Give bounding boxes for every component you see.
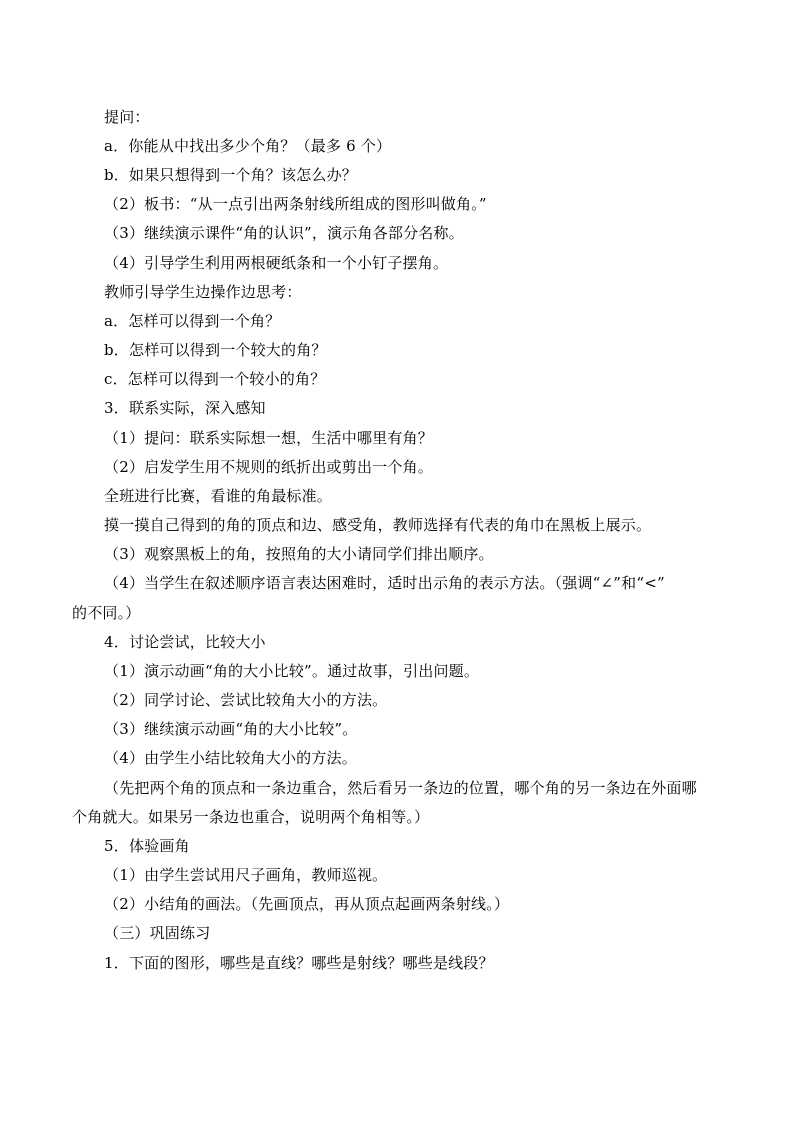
- text-line-6: （4）引导学生利用两根硬纸条和一个小钉子摆角。: [104, 254, 449, 272]
- text-line-29: （三）巩固练习: [104, 924, 211, 942]
- text-line-13: （2）启发学生用不规则的纸折出或剪出一个角。: [104, 458, 433, 476]
- text-line-9: b．怎样可以得到一个较大的角？: [104, 341, 327, 359]
- text-line-7: 教师引导学生边操作边思考：: [104, 283, 302, 301]
- text-line-24: （先把两个角的顶点和一条边重合，然后看另一条边的位置，哪个角的另一条边在外面哪: [104, 779, 697, 797]
- text-line-4: （2）板书：“从一点引出两条射线所组成的图形叫做角。”: [104, 195, 487, 213]
- text-line-26: 5．体验画角: [104, 837, 190, 855]
- text-line-2: a．你能从中找出多少个角？（最多 6 个）: [104, 137, 392, 155]
- text-line-5: （3）继续演示课件“角的认识”，演示角各部分名称。: [104, 224, 464, 242]
- text-line-20: （1）演示动画“角的大小比较”。通过故事，引出问题。: [104, 662, 480, 680]
- text-line-16: （3）观察黑板上的角，按照角的大小请同学们排出顺序。: [104, 545, 494, 563]
- text-line-8: a．怎样可以得到一个角？: [104, 312, 281, 330]
- text-line-30: 1．下面的图形，哪些是直线？哪些是射线？哪些是线段？: [104, 954, 494, 972]
- text-line-3: b．如果只想得到一个角？该怎么办？: [104, 166, 358, 184]
- text-line-21: （2）同学讨论、尝试比较角大小的方法。: [104, 691, 388, 709]
- text-line-10: c．怎样可以得到一个较小的角？: [104, 370, 326, 388]
- text-line-23: （4）由学生小结比较角大小的方法。: [104, 749, 357, 767]
- text-line-18: 的不同。）: [72, 604, 141, 622]
- text-line-28: （2）小结角的画法。（先画顶点，再从顶点起画两条射线。）: [104, 895, 510, 913]
- text-line-19: 4．讨论尝试，比较大小: [104, 633, 266, 651]
- text-line-14: 全班进行比赛，看谁的角最标准。: [104, 487, 333, 505]
- text-line-11: 3．联系实际，深入感知: [104, 399, 266, 417]
- text-line-12: （1）提问：联系实际想一想，生活中哪里有角？: [104, 429, 433, 447]
- text-line-27: （1）由学生尝试用尺子画角，教师巡视。: [104, 866, 388, 884]
- text-line-15: 摸一摸自己得到的角的顶点和边、感受角，教师选择有代表的角巾在黑板上展示。: [104, 516, 652, 534]
- text-line-25: 个角就大。如果另一条边也重合，说明两个角相等。）: [72, 808, 430, 826]
- text-line-17: （4）当学生在叙述顺序语言表达困难时，适时出示角的表示方法。（强调“∠”和“<”: [104, 574, 665, 592]
- text-line-22: （3）继续演示动画“角的大小比较”。: [104, 720, 358, 738]
- text-line-1: 提问：: [104, 108, 150, 126]
